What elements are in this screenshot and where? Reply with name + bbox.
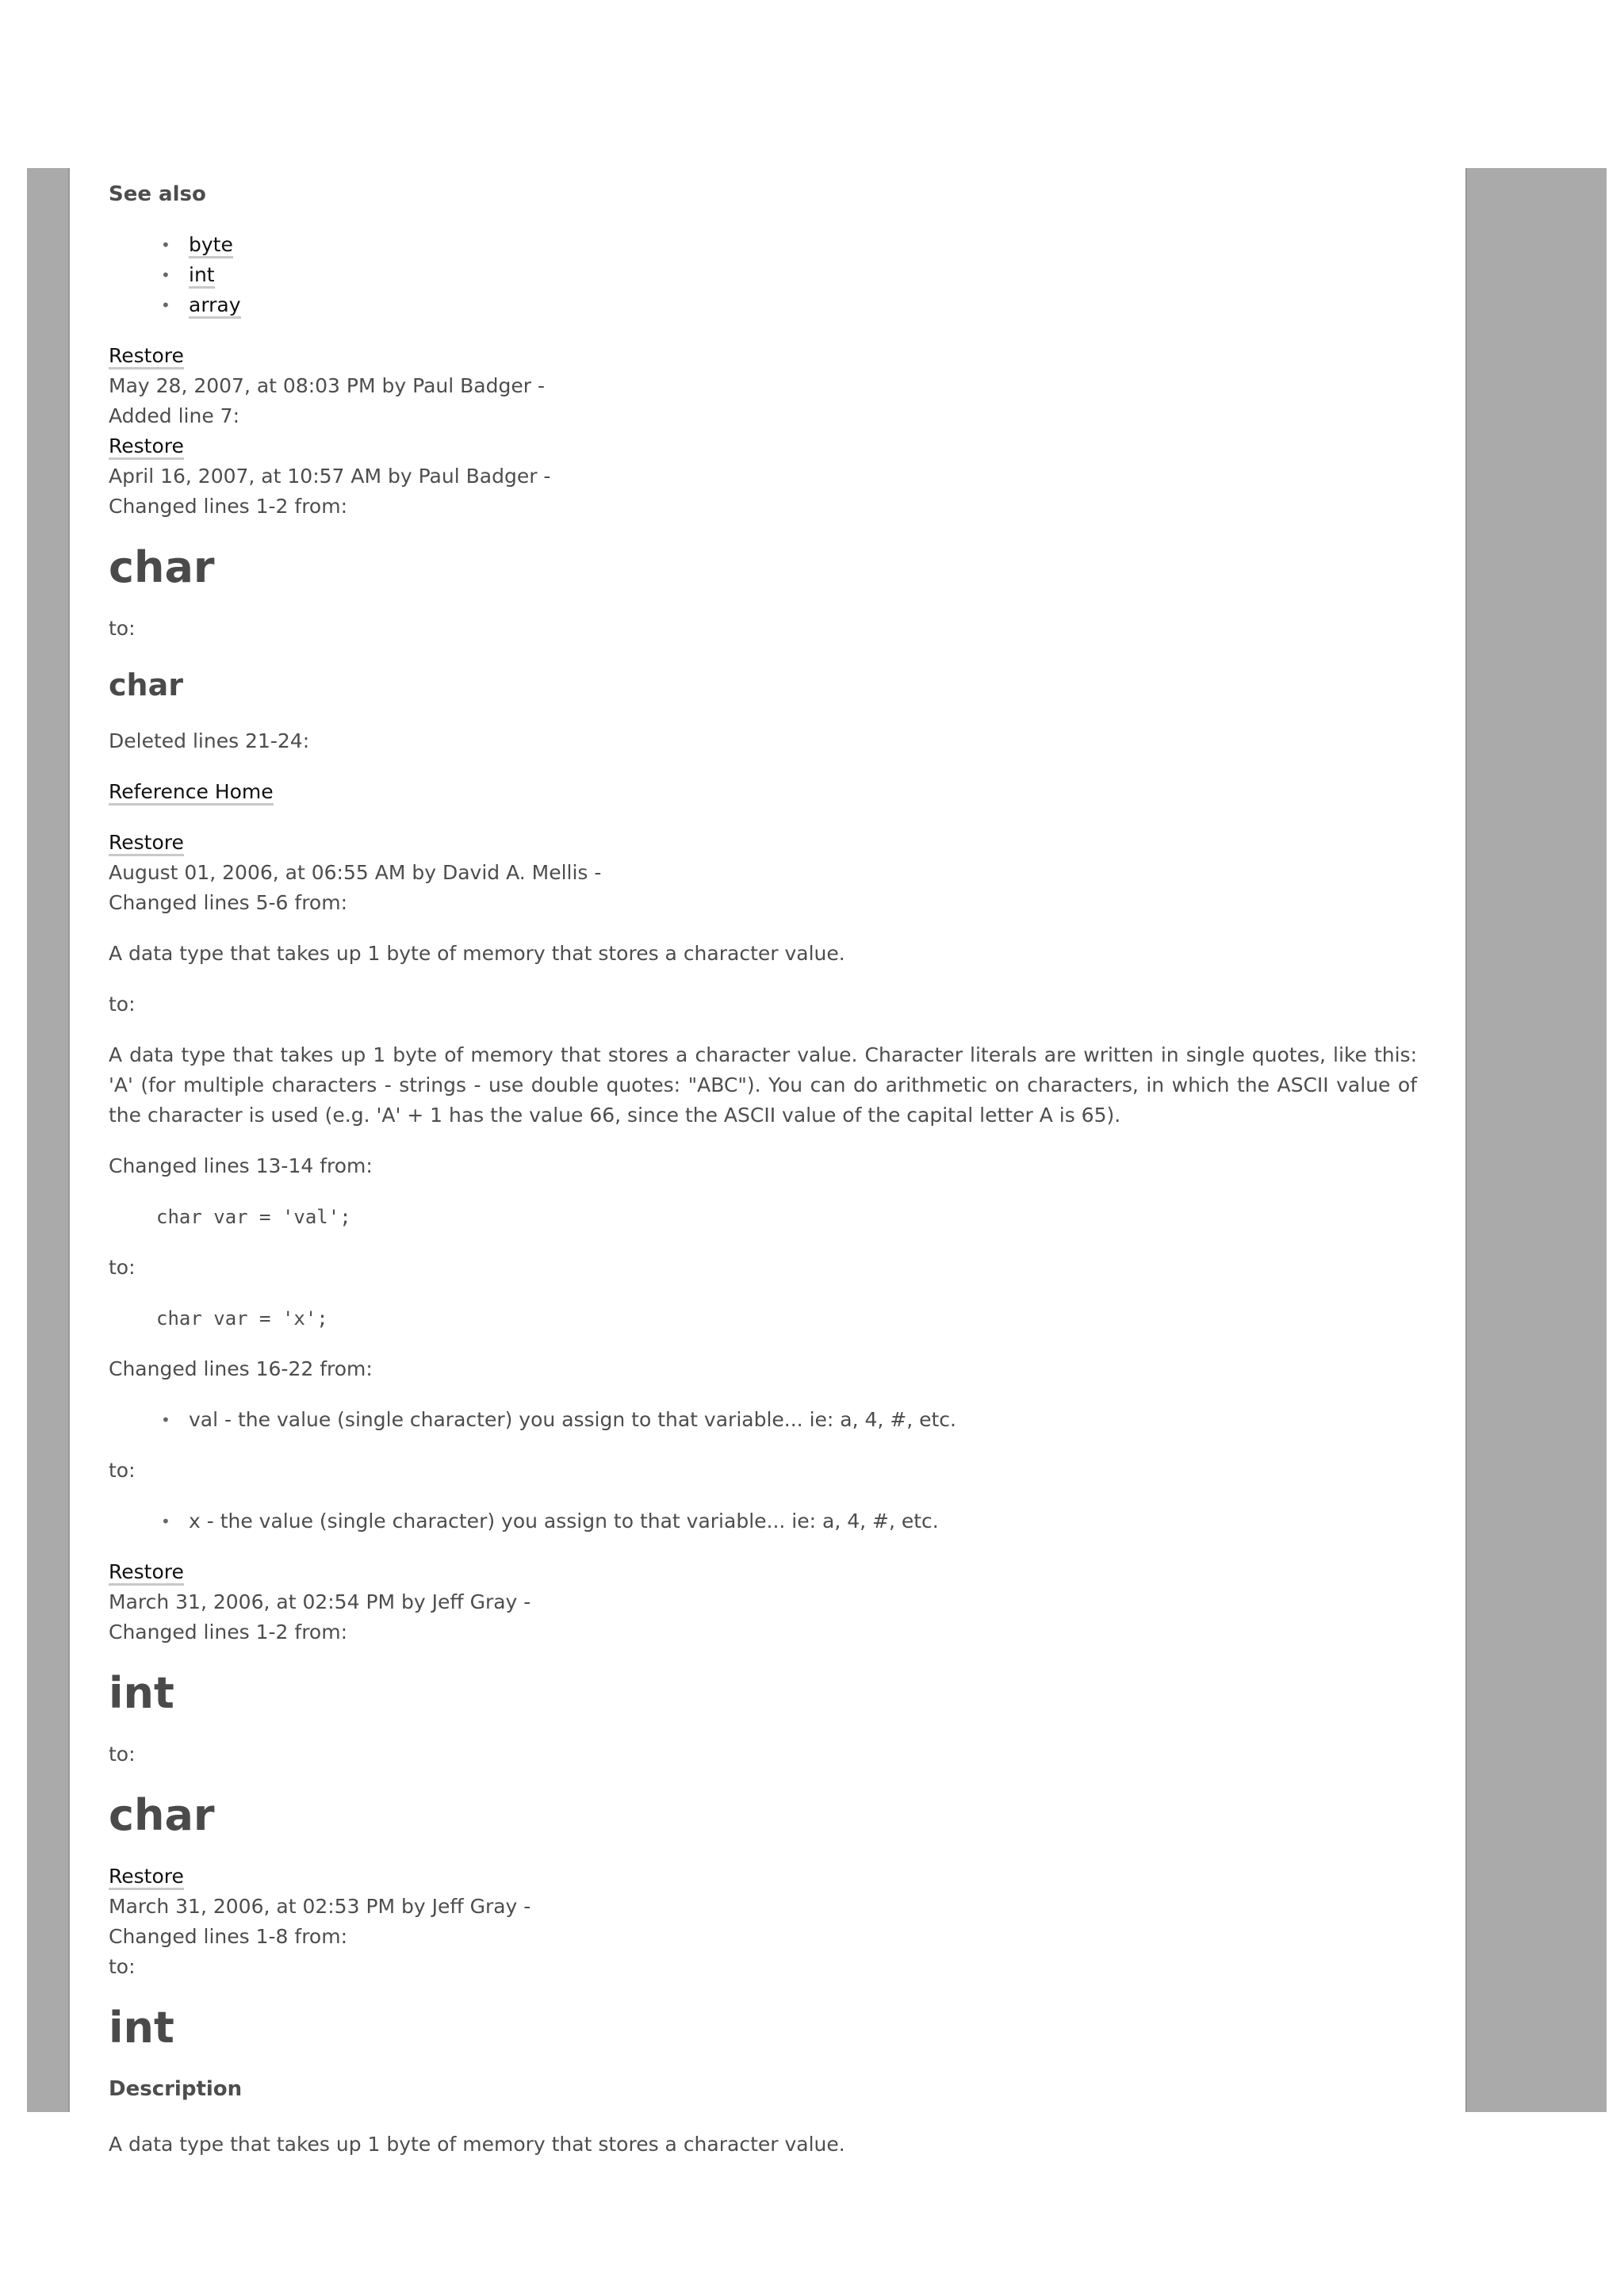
restore-link[interactable]: Restore [109, 831, 184, 856]
deleted-lines: Deleted lines 21-24: [109, 729, 310, 752]
see-also-list [109, 230, 1417, 320]
diff-to-title: int [109, 2003, 174, 2053]
see-also-heading: See also [109, 182, 206, 206]
diff-from-title: char [109, 542, 215, 592]
code-to: char var = 'x'; [156, 1307, 328, 1330]
diff-to-title: char [109, 668, 183, 702]
revision-change: Changed lines 5-6 from: [109, 891, 348, 914]
restore-link[interactable]: Restore [109, 344, 184, 369]
reference-home-row [109, 777, 1417, 807]
link-byte[interactable]: byte [189, 233, 233, 258]
revision-3 [109, 828, 1417, 858]
revision-change: Added line 7: [109, 404, 239, 427]
revision-change: Changed lines 1-2 from: [109, 495, 348, 518]
bullet-to-list [109, 1506, 1417, 1536]
to-label: to: [109, 993, 136, 1016]
revision-change: Changed lines 1-8 from: [109, 1925, 348, 1948]
restore-link[interactable]: Restore [109, 1865, 184, 1890]
revision-meta: April 16, 2007, at 10:57 AM by Paul Badger - [109, 465, 551, 488]
diff-to-text: A data type that takes up 1 byte of memory that stores a character value. Character literals are written in single quotes, like this: 'A' (for multiple characters - strings - use double quotes: "ABC"). You can do arithmetic on characters, in which the ASCII value of the character is used (e.g. 'A' + 1 has the value 66, since the ASCII value of the capital letter A is 65). [109, 1043, 1417, 1127]
bullet-from-list [109, 1405, 1417, 1435]
revision-meta: March 31, 2006, at 02:54 PM by Jeff Gray - [109, 1590, 531, 1613]
left-gutter [27, 168, 70, 2112]
right-gutter [1465, 168, 1607, 2112]
revision-change: Changed lines 1-2 from: [109, 1621, 348, 1644]
description-text: A data type that takes up 1 byte of memory that stores a character value. [109, 2133, 845, 2156]
link-int[interactable]: int [189, 263, 215, 289]
reference-home-link[interactable]: Reference Home [109, 780, 274, 806]
list-item: • val - the value (single character) you assign to that variable... ie: a, 4, #, etc. [189, 1405, 1417, 1435]
list-item [189, 290, 1417, 320]
revision-5 [109, 1862, 1417, 1892]
list-item [189, 260, 1417, 290]
code-from: char var = 'val'; [156, 1206, 351, 1228]
list-item [189, 230, 1417, 260]
diff-from-text: A data type that takes up 1 byte of memory that stores a character value. [109, 942, 845, 965]
revision-change: Changed lines 13-14 from: [109, 1154, 373, 1177]
revision-meta: March 31, 2006, at 02:53 PM by Jeff Gray - [109, 1895, 531, 1918]
link-array[interactable]: array [189, 293, 241, 319]
revision-1 [109, 341, 1417, 371]
restore-link[interactable]: Restore [109, 1560, 184, 1586]
revision-meta: May 28, 2007, at 08:03 PM by Paul Badger - [109, 374, 545, 397]
diff-to-title: char [109, 1790, 215, 1840]
to-label: to: [109, 617, 136, 640]
page-content [109, 168, 1417, 2160]
to-label: to: [109, 1256, 136, 1279]
list-item: • x - the value (single character) you assign to that variable... ie: a, 4, #, etc. [189, 1506, 1417, 1536]
revision-meta: August 01, 2006, at 06:55 AM by David A. Mellis - [109, 861, 602, 884]
revision-change: Changed lines 16-22 from: [109, 1357, 373, 1380]
description-heading: Description [109, 2077, 243, 2101]
revision-2 [109, 431, 1417, 461]
to-label: to: [109, 1955, 136, 1978]
diff-from-title: int [109, 1668, 174, 1718]
to-label: to: [109, 1743, 136, 1766]
to-label: to: [109, 1459, 136, 1482]
restore-link[interactable]: Restore [109, 434, 184, 460]
revision-4 [109, 1557, 1417, 1587]
